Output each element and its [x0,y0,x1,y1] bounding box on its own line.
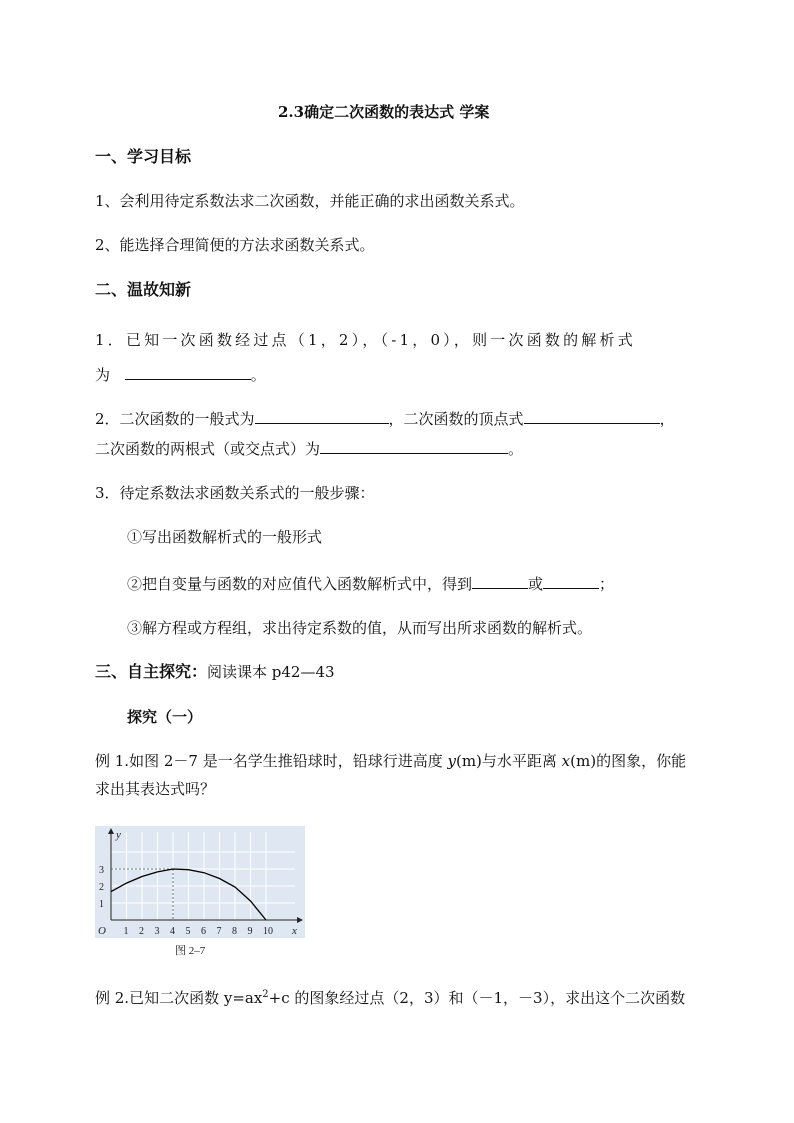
answer-blank-step2-b[interactable] [543,573,599,589]
y-tick-label: 2 [99,882,104,893]
section-heading-explore [95,662,335,682]
question-1-pre: 为 [95,366,111,384]
trajectory-chart [95,826,305,961]
question-2-mid: ，二次函数的顶点式 [388,410,524,428]
step-2-pre: ②把自变量与函数的对应值代入函数解析式中，得到 [127,575,473,593]
x-tick-label: 4 [170,926,175,937]
x-tick-label: 5 [185,926,191,937]
goal-item-1: 1、会利用待定系数法求二次函数，并能正确的求出函数关系式。 [95,192,525,210]
example-2-exponent: 2 [262,989,269,1000]
answer-blank-vertex-form[interactable] [524,408,660,424]
example-1-c: (m)的图象，你能 [570,752,687,770]
x-tick-label: 8 [232,926,237,937]
question-2-end: ， [659,410,675,428]
x-tick-label: 7 [216,926,222,937]
step-2-mid: 或 [528,575,544,593]
x-tick-label: 1 [123,926,129,937]
y-tick-label: 3 [99,865,104,876]
section-3-reading: 阅读课本 p42—43 [207,663,335,681]
x-tick-label: 9 [247,926,253,937]
x-tick-label: 3 [154,926,160,937]
question-1-line-2 [95,364,266,385]
section-heading-review: 二、温故知新 [95,280,192,299]
goal-item-2: 2、能选择合理简便的方法求函数关系式。 [95,236,375,254]
question-3: 3．待定系数法求函数关系式的一般步骤： [95,484,375,502]
figure-2-7 [95,826,305,961]
figure-caption: 图 2–7 [175,945,206,957]
page-title: 2.3确定二次函数的表达式 学案 [278,103,490,121]
example-1-line-2: 求出其表达式吗？ [95,780,216,798]
example-2-b: +c 的图象经过点（2，3）和（－1，－3），求出这个二次函数 [268,989,686,1007]
step-3: ③解方程或方程组，求出待定系数的值，从而写出所求函数的解析式。 [127,619,593,637]
example-1-y: y [447,752,456,770]
answer-blank-general-form[interactable] [255,408,389,424]
x-tick-label: 10 [263,926,273,937]
example-1-x: x [561,752,571,770]
question-1-line-1 [95,330,699,350]
explore-title: 探究（一） [127,708,203,726]
x-axis-label: x [292,925,297,937]
step-2 [127,573,614,594]
x-tick-label: 2 [139,926,144,937]
example-2-a: 例 2.已知二次函数 y=ax [95,989,263,1007]
question-2-line2-post: 。 [508,440,524,458]
answer-blank-root-form[interactable] [320,438,508,454]
x-tick-label: 6 [201,926,206,937]
example-1-line-1 [95,751,686,771]
answer-blank-step2-a[interactable] [472,573,528,589]
question-2-pre: 2．二次函数的一般式为 [95,410,255,428]
example-1-a: 例 1.如图 2－7 是一名学生推铅球时，铅球行进高度 [95,752,448,770]
section-heading-goals: 一、学习目标 [95,147,192,166]
step-2-end: ； [599,575,615,593]
question-2-line-1 [95,408,675,429]
y-axis-label: y [116,829,121,841]
example-2 [95,985,685,1008]
origin-label: O [98,925,106,937]
example-1-b: (m)与水平距离 [455,752,562,770]
question-2-line2-pre: 二次函数的两根式（或交点式）为 [95,440,321,458]
y-tick-label: 1 [99,899,104,910]
step-1: ①写出函数解析式的一般形式 [127,528,323,546]
answer-blank-q1[interactable] [125,364,251,380]
question-1-post: 。 [250,366,266,384]
question-2-line-2 [95,438,523,459]
question-1-text: 1．已知一次函数经过点（1，2），（-1，0），则一次函数的解析式 [95,331,636,349]
section-3-heading: 三、自主探究： [95,662,208,681]
